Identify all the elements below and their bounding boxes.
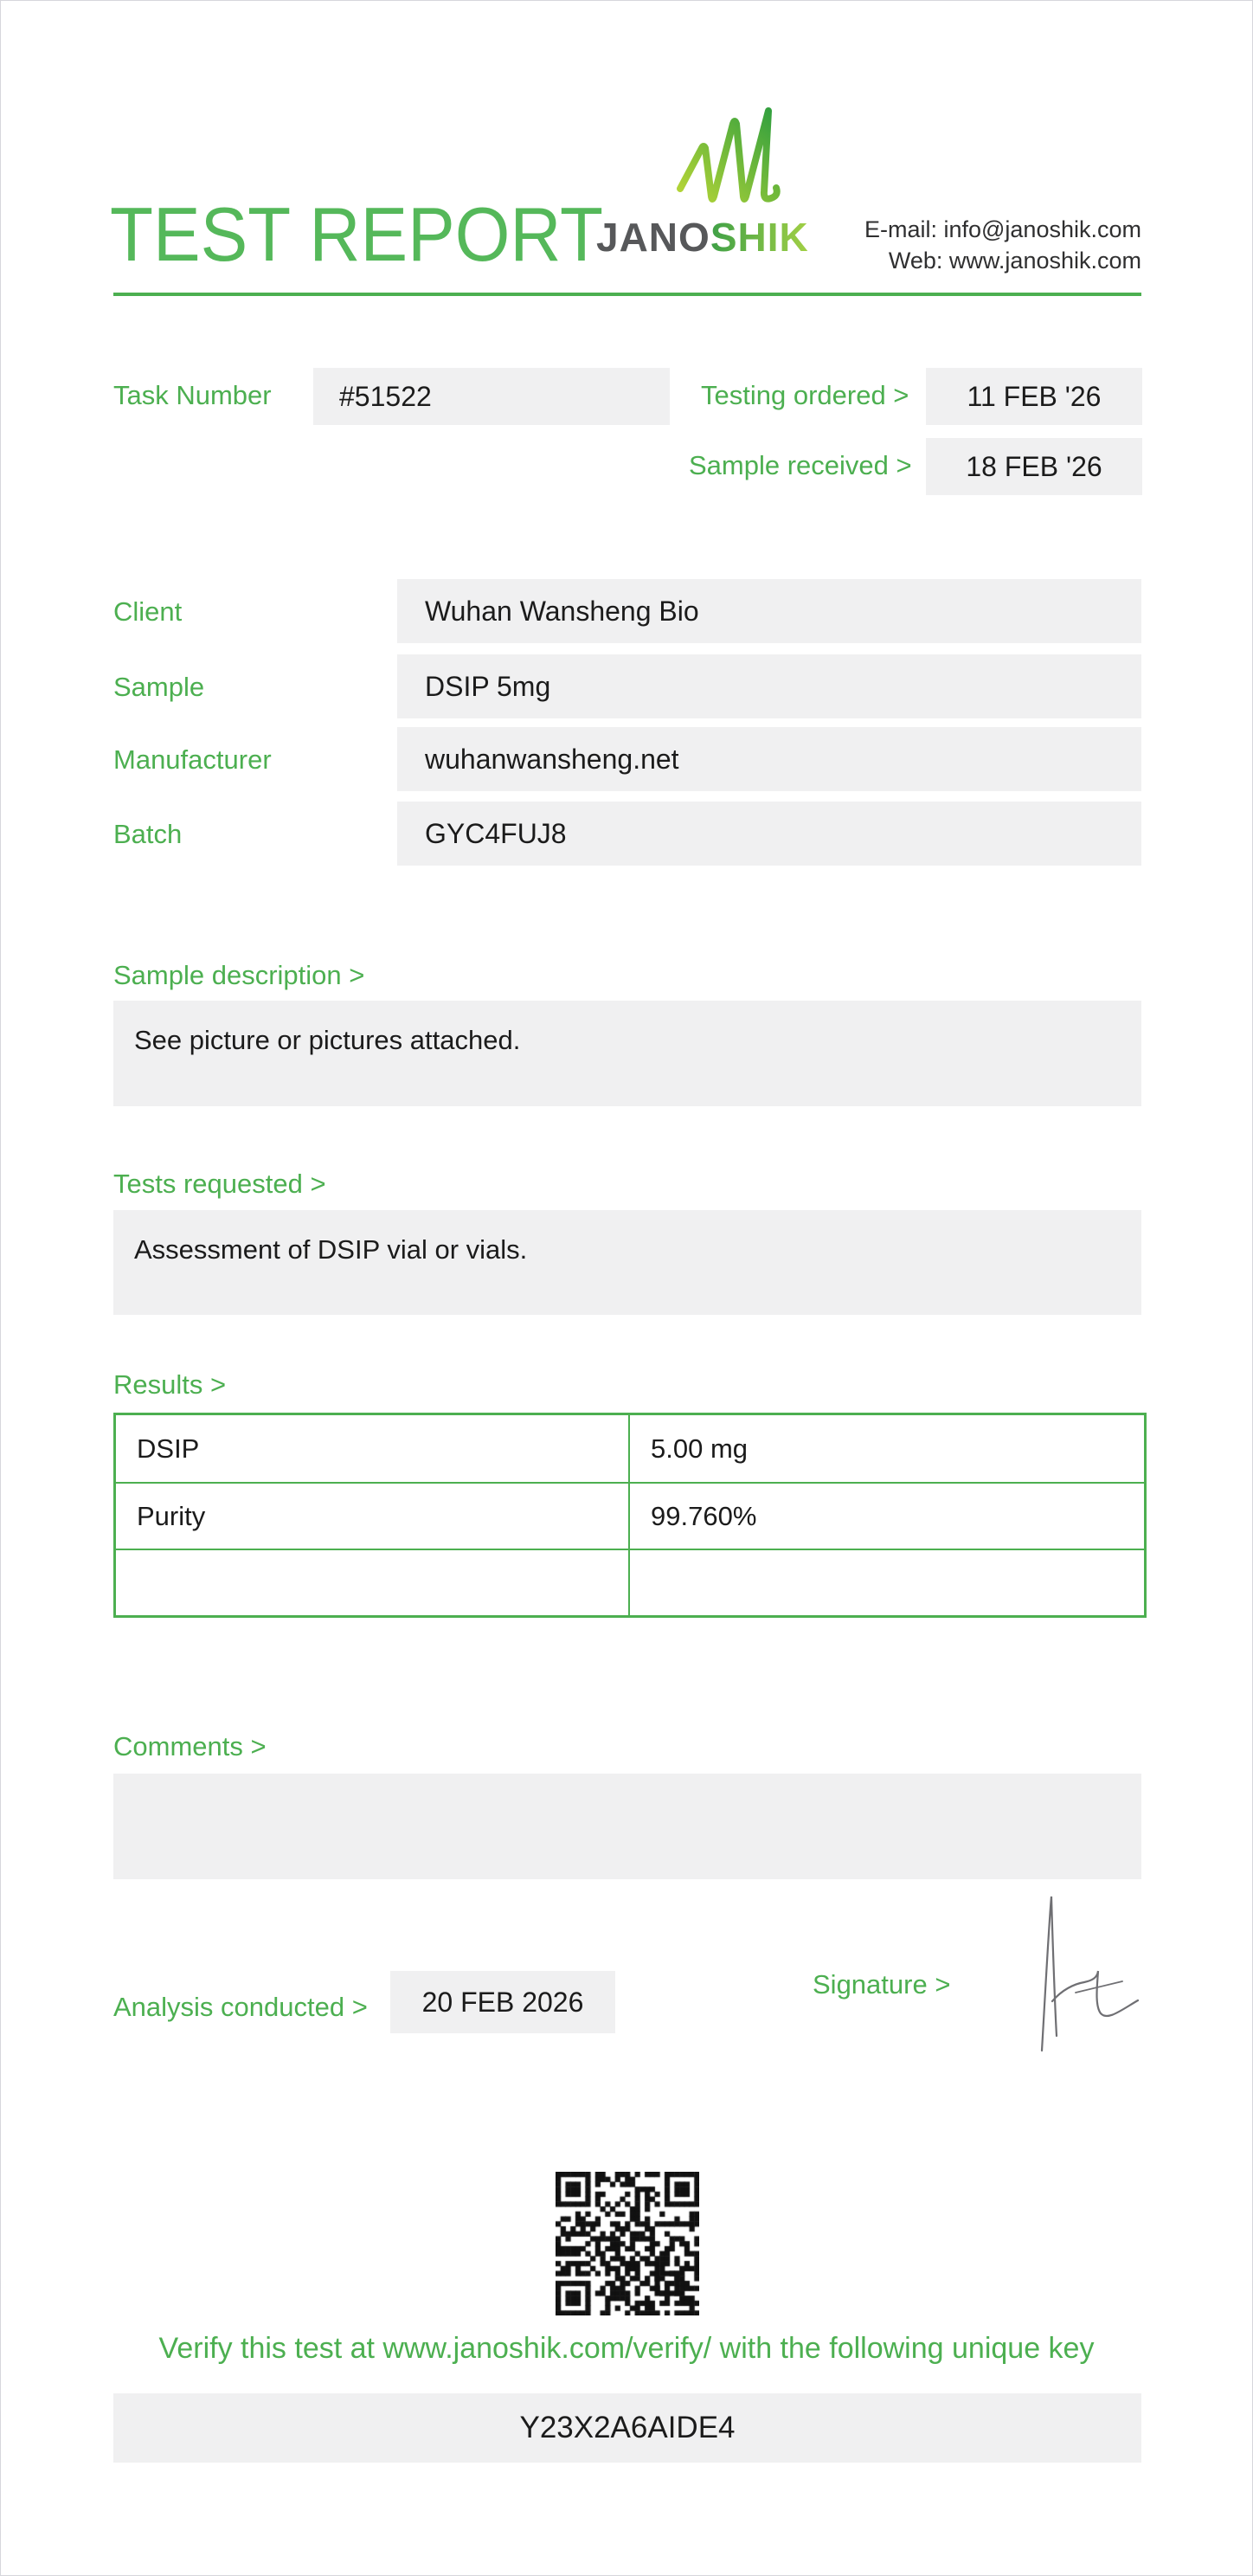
unique-key-box: Y23X2A6AIDE4 bbox=[113, 2393, 1141, 2463]
logo-wordmark-right: SHIK bbox=[710, 215, 809, 260]
comments-box bbox=[113, 1774, 1141, 1879]
signature-label: Signature > bbox=[813, 1969, 951, 2000]
contact-email: E-mail: info@janoshik.com bbox=[864, 216, 1141, 242]
manufacturer-label: Manufacturer bbox=[113, 744, 272, 775]
contact-web: Web: www.janoshik.com bbox=[888, 248, 1141, 274]
manufacturer-value: wuhanwansheng.net bbox=[397, 727, 1141, 791]
contact-block bbox=[864, 214, 1141, 277]
task-number-value: #51522 bbox=[313, 368, 670, 425]
sample-description-box: See picture or pictures attached. bbox=[113, 1001, 1141, 1106]
logo-wordmark-left: JANO bbox=[596, 215, 710, 260]
result-cell-name bbox=[116, 1549, 630, 1615]
logo-wordmark bbox=[596, 215, 809, 260]
qr-code bbox=[556, 2172, 699, 2315]
result-cell-value bbox=[630, 1549, 1144, 1615]
sample-value: DSIP 5mg bbox=[397, 654, 1141, 718]
batch-label: Batch bbox=[113, 819, 183, 849]
result-cell-name: Purity bbox=[116, 1482, 630, 1549]
sample-received-label: Sample received > bbox=[689, 450, 912, 480]
comments-label: Comments > bbox=[113, 1731, 267, 1761]
sample-received-value: 18 FEB '26 bbox=[926, 438, 1142, 495]
page-title: TEST REPORT bbox=[110, 191, 603, 277]
janoshik-logo-icon bbox=[674, 106, 788, 212]
task-number-label: Task Number bbox=[113, 380, 272, 410]
client-value: Wuhan Wansheng Bio bbox=[397, 579, 1141, 643]
result-cell-name: DSIP bbox=[116, 1415, 630, 1482]
sample-description-label: Sample description > bbox=[113, 960, 365, 990]
sample-label: Sample bbox=[113, 672, 205, 702]
batch-value: GYC4FUJ8 bbox=[397, 802, 1141, 866]
analysis-date-value: 20 FEB 2026 bbox=[390, 1971, 615, 2033]
result-cell-value: 99.760% bbox=[630, 1482, 1144, 1549]
signature-image bbox=[1012, 1877, 1204, 2089]
testing-ordered-value: 11 FEB '26 bbox=[926, 368, 1142, 425]
header-divider bbox=[113, 293, 1141, 296]
analysis-conducted-label: Analysis conducted > bbox=[113, 1992, 368, 2022]
testing-ordered-label: Testing ordered > bbox=[701, 380, 909, 410]
tests-requested-box: Assessment of DSIP vial or vials. bbox=[113, 1210, 1141, 1315]
result-cell-value: 5.00 mg bbox=[651, 1433, 749, 1464]
client-label: Client bbox=[113, 596, 183, 627]
tests-requested-label: Tests requested > bbox=[113, 1169, 326, 1199]
results-table bbox=[113, 1413, 1147, 1618]
results-label: Results > bbox=[113, 1369, 227, 1400]
verify-text: Verify this test at www.janoshik.com/verify/ with the following unique key bbox=[158, 2332, 1095, 2365]
